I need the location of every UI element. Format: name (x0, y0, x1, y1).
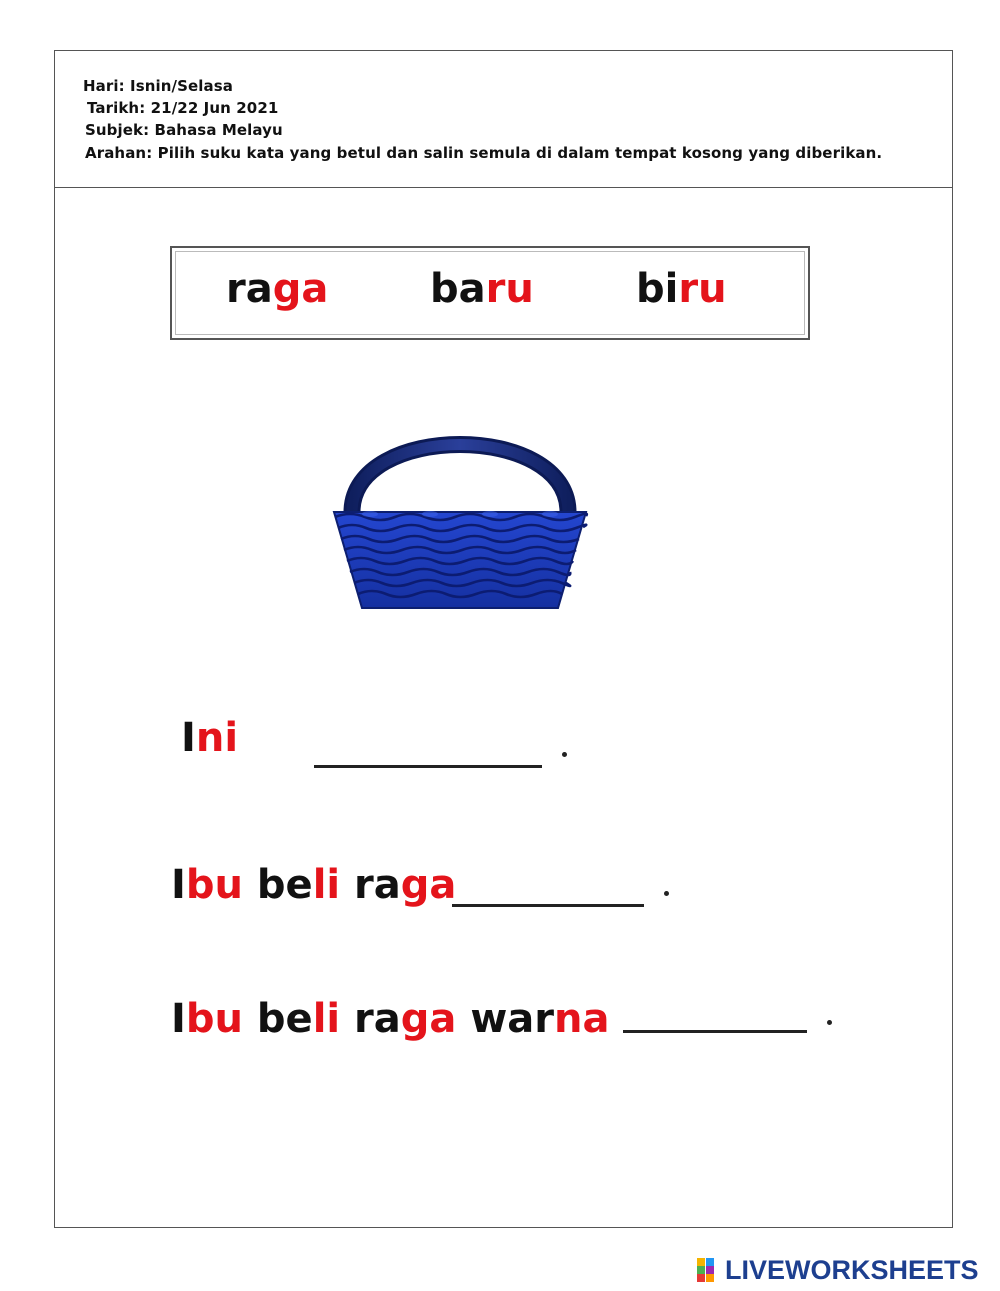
sentence-text-highlight: ga (400, 996, 457, 1042)
answer-blank-1[interactable] (314, 765, 542, 768)
word-option-raga (226, 266, 328, 312)
liveworksheets-logo-icon (697, 1257, 723, 1283)
full-stop (562, 752, 567, 757)
date-line: Tarikh: 21/22 Jun 2021 (87, 99, 279, 117)
day-line: Hari: Isnin/Selasa (83, 77, 234, 95)
answer-blank-2[interactable] (452, 904, 644, 907)
answer-blank-3[interactable] (623, 1030, 807, 1033)
sentence-text: ra (340, 996, 401, 1042)
sentence-text: be (243, 862, 313, 908)
sentence-text-highlight: bu (185, 862, 243, 908)
syllable-highlight: ru (678, 266, 727, 312)
sentence-text-highlight: ga (400, 862, 457, 908)
instruction-line: Arahan: Pilih suku kata yang betul dan salin semula di dalam tempat kosong yang diberikan. (85, 144, 883, 162)
sentence-1 (181, 715, 238, 761)
full-stop (827, 1020, 832, 1025)
syllable: bi (636, 266, 679, 312)
sentence-text-highlight: li (312, 862, 341, 908)
sentence-text-highlight: ni (195, 715, 239, 761)
worksheet-header (55, 51, 952, 188)
sentence-text: I (171, 862, 186, 908)
sentence-3 (171, 996, 609, 1042)
syllable-highlight: ru (485, 266, 534, 312)
syllable-highlight: ga (272, 266, 329, 312)
sentence-text: I (181, 715, 196, 761)
sentence-2 (171, 862, 456, 908)
liveworksheets-brand[interactable] (697, 1255, 979, 1285)
sentence-text: I (171, 996, 186, 1042)
sentence-text-highlight: bu (185, 996, 243, 1042)
word-option-baru (430, 266, 534, 312)
worksheet-page (54, 50, 953, 1228)
sentence-text-highlight: li (312, 996, 341, 1042)
sentence-text-highlight: na (554, 996, 610, 1042)
sentence-text: war (456, 996, 554, 1042)
blue-basket-icon (330, 420, 590, 616)
subject-line: Subjek: Bahasa Melayu (85, 121, 283, 139)
word-option-biru (636, 266, 727, 312)
syllable: ba (430, 266, 486, 312)
syllable: ra (226, 266, 273, 312)
full-stop (664, 891, 669, 896)
liveworksheets-wordmark: LIVEWORKSHEETS (725, 1254, 979, 1285)
word-bank (170, 246, 810, 340)
sentence-text: ra (340, 862, 401, 908)
sentence-text: be (243, 996, 313, 1042)
